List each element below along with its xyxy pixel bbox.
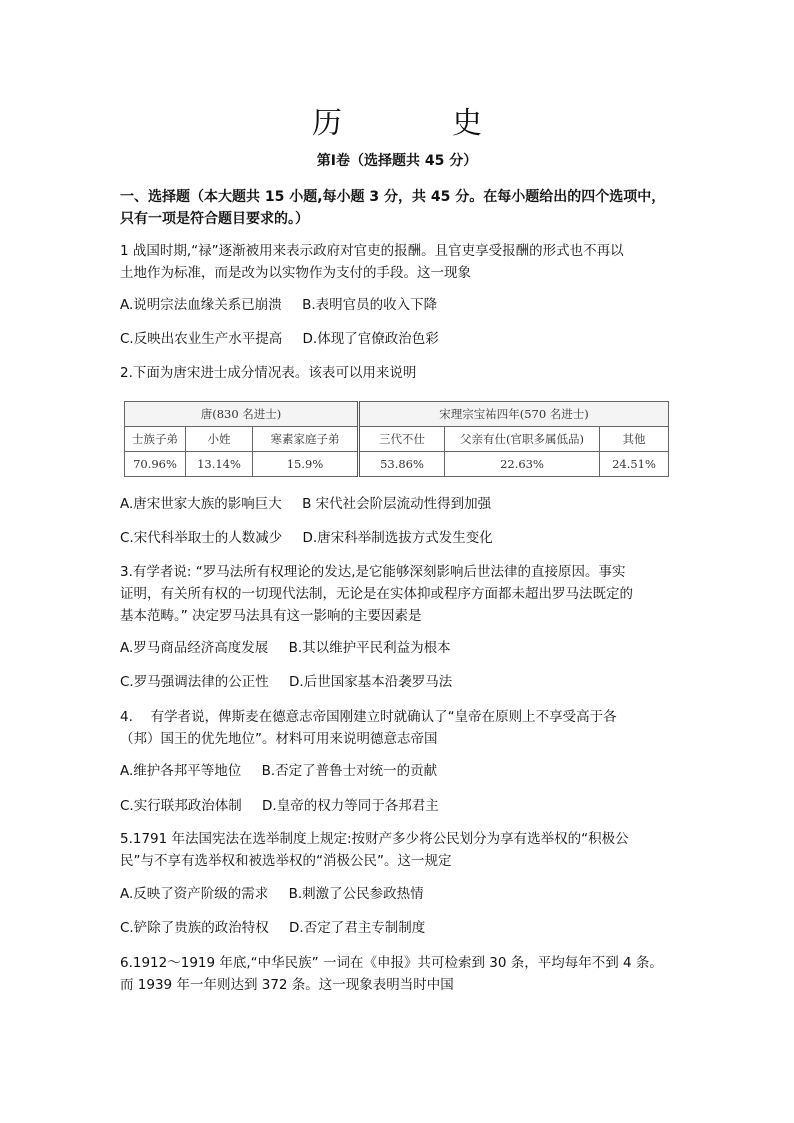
question-1-options-row (120, 295, 685, 315)
table-header-cell: 寒素家庭子弟 (253, 427, 359, 452)
question-4-options-row (120, 796, 685, 816)
question-1-stem (120, 240, 685, 284)
stem-line: （邦）国王的优先地位”。材料可用来说明德意志帝国 (120, 731, 438, 747)
question-5-options-row (120, 884, 685, 904)
section-heading (120, 186, 680, 230)
question-2-stem (120, 362, 685, 384)
question-6-stem (120, 952, 695, 996)
option-c[interactable]: C.铲除了贵族的政治特权 (120, 920, 269, 936)
table-cell: 53.86% (359, 452, 445, 477)
stem-line: 证明，有关所有权的一切现代法制，无论是在实体抑或程序方面都未超出罗马法既定的 (120, 586, 633, 602)
question-3-stem (120, 561, 685, 627)
stem-line: 3.有学者说: “罗马法所有权理论的发达,是它能够深刻影响后世法律的直接原因。事实 (120, 564, 626, 580)
option-c[interactable]: C.宋代科举取士的人数减少 (120, 530, 283, 546)
option-d[interactable]: D.唐宋科举制选拔方式发生变化 (302, 530, 493, 546)
option-c[interactable]: C.罗马强调法律的公正性 (120, 674, 269, 690)
question-4-options-row (120, 761, 685, 781)
table-header-cell: 士族子弟 (125, 427, 186, 452)
table-cell: 24.51% (600, 452, 669, 477)
table-header-cell: 其他 (600, 427, 669, 452)
question-2-options-row (120, 494, 685, 514)
stem-line: 民”与不享有选举权和被选举权的“消极公民”。这一规定 (120, 853, 452, 869)
question-5-stem (120, 828, 685, 872)
question-2-options-row (120, 528, 685, 548)
option-a[interactable]: A.罗马商品经济高度发展 (120, 640, 269, 656)
stem-line: 5.1791 年法国宪法在选举制度上规定:按财产多少将公民划分为享有选举权的“积极公 (120, 831, 629, 847)
stem-line: 4. 有学者说，俾斯麦在德意志帝国刚建立时就确认了“皇帝在原则上不享受高于各 (120, 709, 617, 725)
table-header-row (125, 427, 669, 452)
jinshi-composition-table (124, 401, 669, 477)
table-header-cell: 小姓 (186, 427, 253, 452)
option-a[interactable]: A.说明宗法血缘关系已崩溃 (120, 297, 282, 313)
option-b[interactable]: B.表明官员的收入下降 (302, 297, 438, 313)
table-header-cell: 三代不仕 (359, 427, 445, 452)
table-cell: 13.14% (186, 452, 253, 477)
option-b[interactable]: B.否定了普鲁士对统一的贡献 (261, 763, 438, 779)
stem-line: 基本范畴。” 决定罗马法具有这一影响的主要因素是 (120, 608, 422, 624)
question-5-options-row (120, 918, 685, 938)
question-1-options-row (120, 329, 685, 349)
table-group-row (125, 402, 669, 427)
table-group-tang: 唐(830 名进士) (125, 402, 359, 427)
option-d[interactable]: D.后世国家基本沿袭罗马法 (289, 674, 453, 690)
stem-line: 2.下面为唐宋进士成分情况表。该表可以用来说明 (120, 365, 417, 381)
option-b[interactable]: B 宋代社会阶层流动性得到加强 (302, 496, 492, 512)
option-b[interactable]: B.刺激了公民参政热情 (288, 886, 424, 902)
table-cell: 70.96% (125, 452, 186, 477)
option-d[interactable]: D.体现了官僚政治色彩 (302, 331, 439, 347)
table-group-song: 宋理宗宝祐四年(570 名进士) (359, 402, 669, 427)
stem-line: 6.1912～1919 年底,“中华民族” 一词在《申报》共可检索到 30 条，平均每年不到 4 条。 (120, 955, 663, 971)
option-c[interactable]: C.反映出农业生产水平提高 (120, 331, 283, 347)
stem-line: 1 战国时期,“禄”逐渐被用来表示政府对官吏的报酬。且官吏享受报酬的形式也不再以 (120, 243, 624, 259)
page-title: 历 史 (312, 106, 522, 141)
option-a[interactable]: A.反映了资产阶级的需求 (120, 886, 269, 902)
question-3-options-row (120, 638, 685, 658)
option-a[interactable]: A.维护各邦平等地位 (120, 763, 242, 779)
option-d[interactable]: D.皇帝的权力等同于各邦君主 (262, 798, 439, 814)
option-d[interactable]: D.否定了君主专制制度 (289, 920, 426, 936)
stem-line: 土地作为标准，而是改为以实物作为支付的手段。这一现象 (120, 265, 471, 281)
option-b[interactable]: B.其以维护平民利益为根本 (288, 640, 451, 656)
table-header-cell: 父亲有仕(官职多属低品) (445, 427, 600, 452)
stem-line: 而 1939 年一年则达到 372 条。这一现象表明当时中国 (120, 977, 454, 993)
table-cell: 15.9% (253, 452, 359, 477)
question-4-stem (120, 706, 685, 750)
table-cell: 22.63% (445, 452, 600, 477)
section-heading-line: 一、选择题（本大题共 15 小题,每小题 3 分，共 45 分。在每小题给出的四个选项中， (120, 189, 666, 205)
section-subtitle: 第Ⅰ卷（选择题共 45 分） (316, 153, 478, 169)
option-c[interactable]: C.实行联邦政治体制 (120, 798, 242, 814)
table-row (125, 452, 669, 477)
section-heading-line: 只有一项是符合题目要求的。） (120, 211, 309, 227)
option-a[interactable]: A.唐宋世家大族的影响巨大 (120, 496, 282, 512)
question-3-options-row (120, 672, 685, 692)
